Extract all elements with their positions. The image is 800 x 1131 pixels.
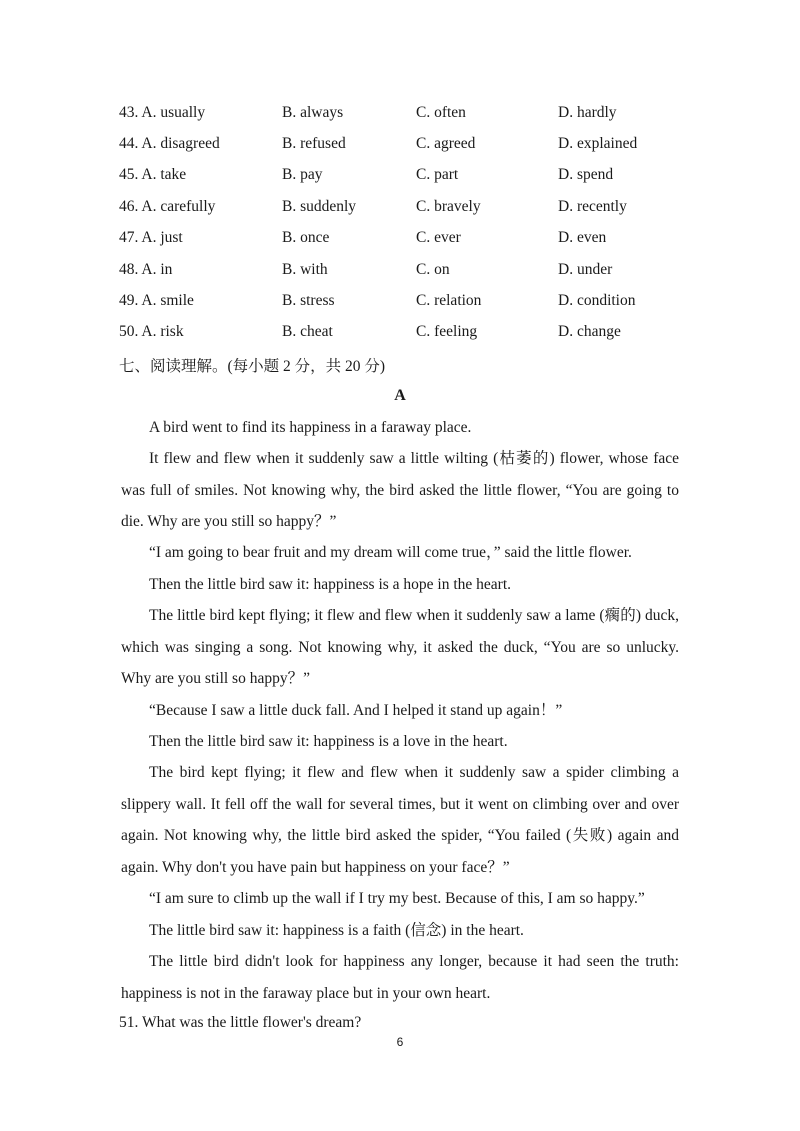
option-row-43 xyxy=(119,104,739,126)
option-c: C. feeling xyxy=(416,323,478,340)
option-d: D. spend xyxy=(558,166,614,183)
option-b: B. refused xyxy=(282,135,346,152)
option-a: 48. A. in xyxy=(119,261,173,278)
option-b: B. with xyxy=(282,261,328,278)
passage-paragraph: The bird kept flying; it flew and flew when it suddenly saw a spider climbing a slippery wall. It fell off the wall for several times, but it went on climbing over and over again. Not knowing why, the little bird asked the spider, “You failed (失败) again and again. Why don't you have pain but happiness on your face？” xyxy=(121,764,679,876)
option-a: 46. A. carefully xyxy=(119,198,216,215)
option-d: D. hardly xyxy=(558,104,617,121)
passage-paragraph: “I am going to bear fruit and my dream will come true，” said the little flower. xyxy=(149,544,632,561)
option-b: B. suddenly xyxy=(282,198,357,215)
option-a: 43. A. usually xyxy=(119,104,206,121)
option-a: 44. A. disagreed xyxy=(119,135,220,152)
option-row-49 xyxy=(119,292,739,314)
passage-paragraph: The little bird didn't look for happiness any longer, because it had seen the truth: happiness is not in the faraway place but in your own heart. xyxy=(121,953,679,1002)
option-d: D. explained xyxy=(558,135,638,152)
page-number: 6 xyxy=(396,1035,404,1049)
option-c: C. bravely xyxy=(416,198,481,215)
option-a: 47. A. just xyxy=(119,229,183,246)
passage-paragraph: “I am sure to climb up the wall if I try my best. Because of this, I am so happy.” xyxy=(149,890,645,907)
option-row-47 xyxy=(119,229,739,251)
option-b: B. once xyxy=(282,229,330,246)
passage-paragraph: The little bird saw it: happiness is a faith (信念) in the heart. xyxy=(149,922,524,939)
passage-paragraph: A bird went to find its happiness in a faraway place. xyxy=(149,419,472,436)
option-c: C. part xyxy=(416,166,459,183)
section-heading: 七、阅读理解。(每小题 2 分，共 20 分) xyxy=(119,358,386,375)
option-c: C. ever xyxy=(416,229,461,246)
option-b: B. pay xyxy=(282,166,323,183)
option-a: 49. A. smile xyxy=(119,292,194,309)
option-d: D. condition xyxy=(558,292,636,309)
option-c: C. on xyxy=(416,261,450,278)
option-d: D. recently xyxy=(558,198,627,215)
passage-paragraph: It flew and flew when it suddenly saw a little wilting (枯萎的) flower, whose face was full of smiles. Not knowing why, the bird asked the little flower, “You are going to die. Why are you still so happy？” xyxy=(121,450,679,530)
option-row-50 xyxy=(119,323,739,345)
passage-paragraph: “Because I saw a little duck fall. And I helped it stand up again！” xyxy=(149,702,563,719)
question-51: 51. What was the little flower's dream? xyxy=(119,1014,362,1031)
option-d: D. change xyxy=(558,323,621,340)
option-row-45 xyxy=(119,166,739,188)
option-c: C. agreed xyxy=(416,135,476,152)
passage-paragraph: Then the little bird saw it: happiness is a love in the heart. xyxy=(149,733,508,750)
passage-paragraph: The little bird kept flying; it flew and flew when it suddenly saw a lame (瘸的) duck, which was singing a song. Not knowing why, it asked the duck, “You are so unlucky. Why are you still so happy？” xyxy=(121,607,679,687)
option-d: D. under xyxy=(558,261,613,278)
option-d: D. even xyxy=(558,229,607,246)
option-c: C. often xyxy=(416,104,466,121)
option-row-48 xyxy=(119,261,739,283)
option-a: 45. A. take xyxy=(119,166,187,183)
option-a: 50. A. risk xyxy=(119,323,184,340)
option-row-44 xyxy=(119,135,739,157)
option-b: B. cheat xyxy=(282,323,333,340)
option-row-46 xyxy=(119,198,739,220)
passage-title: A xyxy=(394,387,406,404)
option-c: C. relation xyxy=(416,292,482,309)
option-b: B. stress xyxy=(282,292,335,309)
passage-paragraph: Then the little bird saw it: happiness is a hope in the heart. xyxy=(149,576,512,593)
option-b: B. always xyxy=(282,104,344,121)
